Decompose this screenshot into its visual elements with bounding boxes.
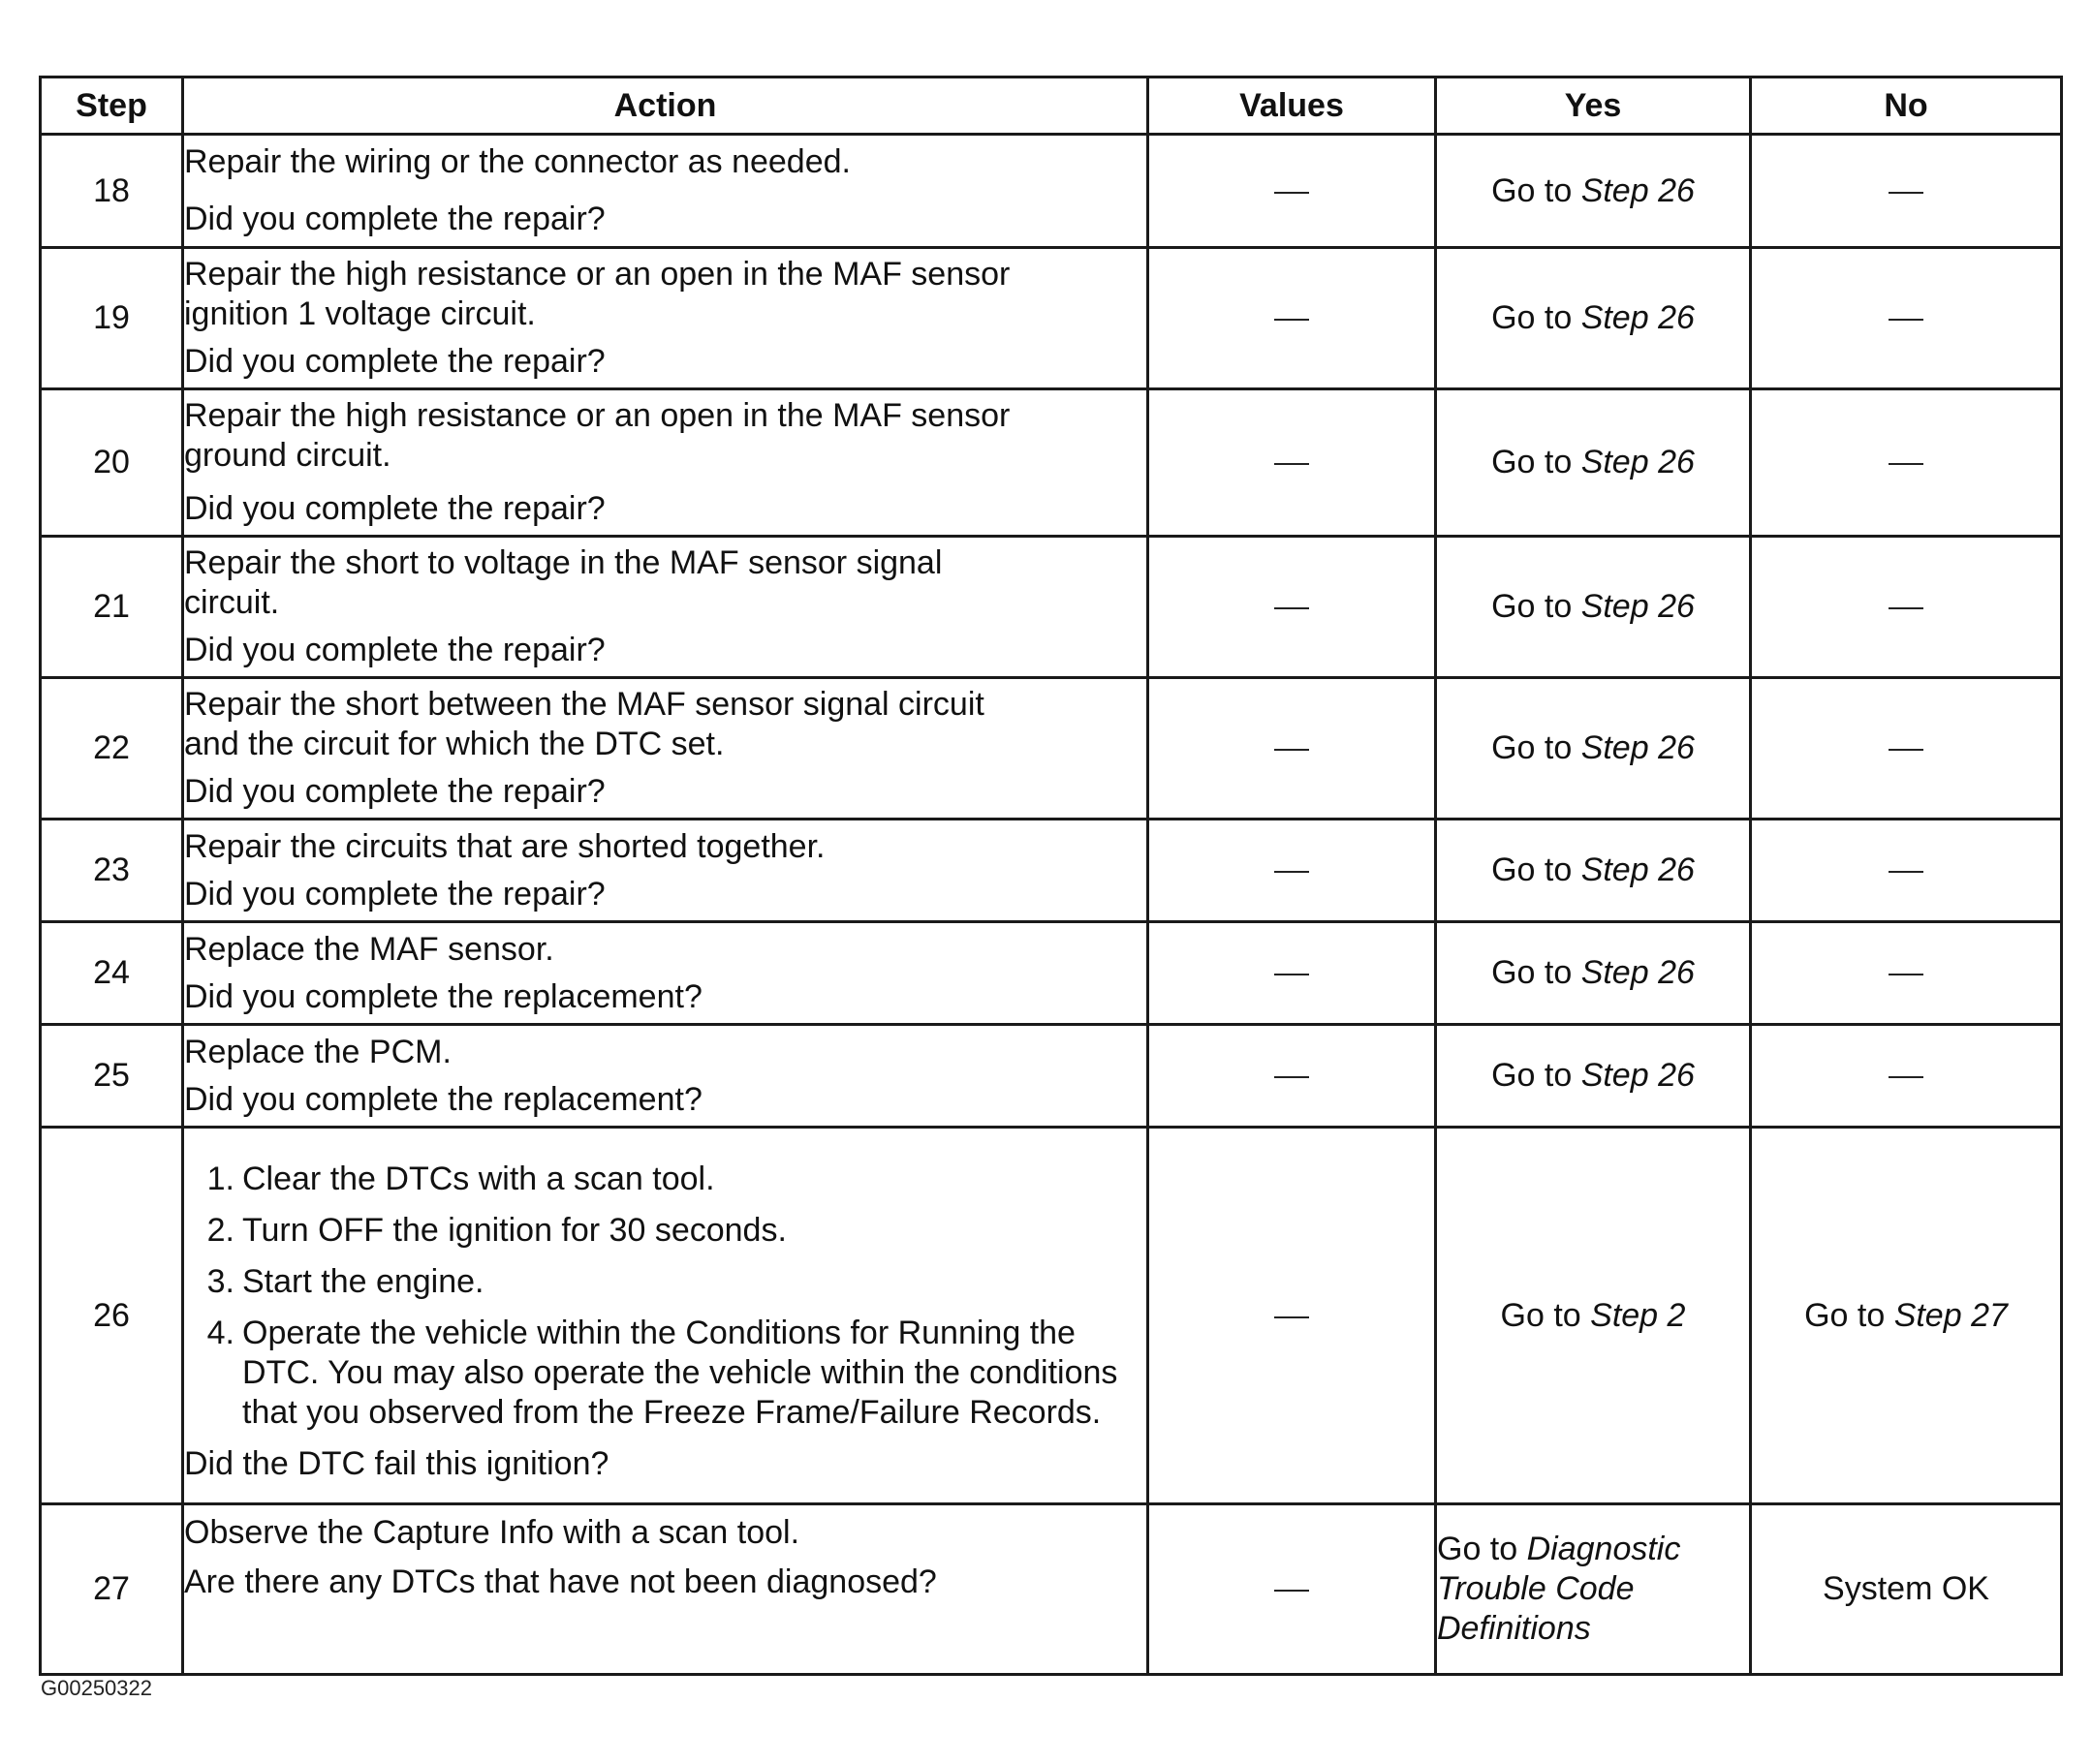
procedure-list	[184, 1160, 1146, 1433]
item-number: 2.	[206, 1211, 234, 1249]
no-cell	[1751, 248, 2062, 389]
action-line: circuit.	[184, 584, 280, 621]
yes-cell[interactable]	[1436, 1504, 1751, 1675]
header-values: Values	[1148, 77, 1436, 135]
table-header-row	[41, 77, 2062, 135]
action-line: Replace the PCM.	[184, 1033, 452, 1070]
dash	[1889, 749, 1923, 751]
no-cell	[1751, 820, 2062, 922]
table-row	[41, 678, 2062, 820]
no-cell	[1751, 678, 2062, 820]
step-number: 18	[41, 135, 183, 248]
action-cell	[183, 248, 1148, 389]
action-question: Did you complete the repair?	[184, 490, 606, 527]
action-question: Are there any DTCs that have not been diagnosed?	[184, 1563, 937, 1600]
diagnostic-table-sheet	[39, 76, 2060, 1676]
dash	[1889, 192, 1923, 194]
dash	[1274, 463, 1309, 465]
yes-link[interactable]: Diagnostic Trouble Code Definitions	[1437, 1531, 1681, 1647]
dash	[1274, 319, 1309, 321]
action-line: Repair the wiring or the connector as needed.	[184, 143, 851, 180]
action-question: Did you complete the repair?	[184, 773, 606, 810]
dash	[1274, 871, 1309, 873]
yes-link[interactable]: Step 26	[1580, 1057, 1695, 1094]
header-action: Action	[183, 77, 1148, 135]
action-line: and the circuit for which the DTC set.	[184, 726, 725, 762]
table-row	[41, 537, 2062, 678]
yes-link[interactable]: Step 26	[1580, 588, 1695, 625]
dash	[1274, 607, 1309, 609]
action-cell	[183, 1128, 1148, 1504]
values-cell	[1148, 135, 1436, 248]
action-cell	[183, 135, 1148, 248]
table-row	[41, 1504, 2062, 1675]
table-row	[41, 389, 2062, 537]
yes-prefix: Go to	[1491, 851, 1581, 888]
item-number: 3.	[206, 1262, 234, 1300]
yes-cell[interactable]	[1436, 820, 1751, 922]
no-cell	[1751, 922, 2062, 1025]
yes-prefix: Go to	[1491, 444, 1581, 480]
yes-prefix: Go to	[1491, 588, 1581, 625]
step-number: 19	[41, 248, 183, 389]
header-no: No	[1751, 77, 2062, 135]
action-line: Repair the short to voltage in the MAF sensor signal	[184, 544, 943, 581]
dash	[1274, 1076, 1309, 1078]
no-cell: System OK	[1751, 1504, 2062, 1675]
action-line: Repair the high resistance or an open in the MAF sensor	[184, 256, 1011, 293]
action-line: ground circuit.	[184, 437, 391, 474]
no-link[interactable]: Step 27	[1893, 1296, 2008, 1334]
yes-cell[interactable]	[1436, 922, 1751, 1025]
item-text: Clear the DTCs with a scan tool.	[242, 1160, 715, 1197]
dash	[1889, 1076, 1923, 1078]
yes-cell[interactable]	[1436, 678, 1751, 820]
values-cell	[1148, 820, 1436, 922]
step-number: 27	[41, 1504, 183, 1675]
action-cell	[183, 537, 1148, 678]
step-number: 24	[41, 922, 183, 1025]
procedure-item	[206, 1314, 1146, 1433]
yes-link[interactable]: Step 26	[1580, 729, 1695, 766]
item-text: Operate the vehicle within the Conditions for Running the DTC. You may also operate the vehicle within the conditions that you observed from the Freeze Frame/Failure Records.	[242, 1314, 1118, 1431]
yes-cell[interactable]	[1436, 389, 1751, 537]
step-number: 20	[41, 389, 183, 537]
action-question: Did you complete the repair?	[184, 201, 606, 237]
no-prefix: Go to	[1804, 1296, 1894, 1334]
action-question: Did you complete the replacement?	[184, 977, 703, 1015]
procedure-item	[206, 1160, 1146, 1199]
yes-cell[interactable]	[1436, 135, 1751, 248]
header-yes: Yes	[1436, 77, 1751, 135]
yes-link[interactable]: Step 26	[1580, 954, 1695, 991]
diagnostic-steps-table	[39, 76, 2063, 1676]
action-question: Did you complete the repair?	[184, 632, 606, 668]
no-cell[interactable]	[1751, 1128, 2062, 1504]
no-cell	[1751, 1025, 2062, 1128]
figure-code: G00250322	[41, 1676, 152, 1700]
dash	[1274, 974, 1309, 975]
dash	[1889, 974, 1923, 975]
dash	[1274, 749, 1309, 751]
yes-link[interactable]: Step 26	[1580, 171, 1695, 209]
yes-cell[interactable]	[1436, 248, 1751, 389]
table-body	[41, 135, 2062, 1675]
action-cell	[183, 389, 1148, 537]
action-line: Replace the MAF sensor.	[184, 930, 554, 968]
yes-link[interactable]: Step 26	[1580, 299, 1695, 336]
no-cell	[1751, 389, 2062, 537]
action-question: Did you complete the repair?	[184, 343, 606, 380]
dash	[1274, 192, 1309, 194]
dash	[1889, 607, 1923, 609]
table-row	[41, 248, 2062, 389]
yes-prefix: Go to	[1491, 954, 1581, 991]
yes-prefix: Go to	[1437, 1531, 1527, 1567]
step-number: 22	[41, 678, 183, 820]
values-cell	[1148, 248, 1436, 389]
step-number: 26	[41, 1128, 183, 1504]
dash	[1274, 1590, 1309, 1592]
no-cell	[1751, 537, 2062, 678]
table-row	[41, 922, 2062, 1025]
values-cell	[1148, 1504, 1436, 1675]
action-question: Did you complete the repair?	[184, 875, 606, 913]
yes-cell[interactable]	[1436, 537, 1751, 678]
step-number: 21	[41, 537, 183, 678]
action-question: Did the DTC fail this ignition?	[184, 1444, 609, 1482]
yes-cell[interactable]	[1436, 1128, 1751, 1504]
yes-prefix: Go to	[1500, 1296, 1591, 1334]
yes-prefix: Go to	[1491, 1057, 1581, 1094]
dash	[1889, 319, 1923, 321]
action-cell	[183, 1504, 1148, 1675]
values-cell	[1148, 1025, 1436, 1128]
values-cell	[1148, 537, 1436, 678]
action-line: Repair the circuits that are shorted together.	[184, 827, 826, 865]
values-cell	[1148, 922, 1436, 1025]
values-cell	[1148, 389, 1436, 537]
action-line: Repair the short between the MAF sensor signal circuit	[184, 686, 984, 723]
action-cell	[183, 678, 1148, 820]
procedure-item	[206, 1211, 1146, 1251]
item-number: 4.	[206, 1314, 234, 1351]
action-line: ignition 1 voltage circuit.	[184, 295, 536, 332]
table-row	[41, 1025, 2062, 1128]
procedure-item	[206, 1262, 1146, 1302]
table-row	[41, 820, 2062, 922]
yes-prefix: Go to	[1491, 299, 1581, 336]
item-text: Turn OFF the ignition for 30 seconds.	[242, 1211, 787, 1249]
dash	[1889, 871, 1923, 873]
item-text: Start the engine.	[242, 1262, 484, 1300]
step-number: 25	[41, 1025, 183, 1128]
yes-prefix: Go to	[1491, 171, 1581, 209]
step-number: 23	[41, 820, 183, 922]
yes-link[interactable]: Step 26	[1580, 444, 1695, 480]
yes-link[interactable]: Step 26	[1580, 851, 1695, 888]
action-question: Did you complete the replacement?	[184, 1080, 703, 1118]
dash	[1889, 463, 1923, 465]
yes-prefix: Go to	[1491, 729, 1581, 766]
header-step: Step	[41, 77, 183, 135]
dash	[1274, 1316, 1309, 1318]
no-cell	[1751, 135, 2062, 248]
action-line: Repair the high resistance or an open in the MAF sensor	[184, 397, 1011, 434]
values-cell	[1148, 1128, 1436, 1504]
yes-cell[interactable]	[1436, 1025, 1751, 1128]
table-row	[41, 135, 2062, 248]
yes-link[interactable]: Step 2	[1590, 1296, 1686, 1334]
table-row	[41, 1128, 2062, 1504]
item-number: 1.	[206, 1160, 234, 1197]
action-cell	[183, 922, 1148, 1025]
values-cell	[1148, 678, 1436, 820]
action-cell	[183, 820, 1148, 922]
action-line: Observe the Capture Info with a scan tool.	[184, 1514, 800, 1551]
action-cell	[183, 1025, 1148, 1128]
